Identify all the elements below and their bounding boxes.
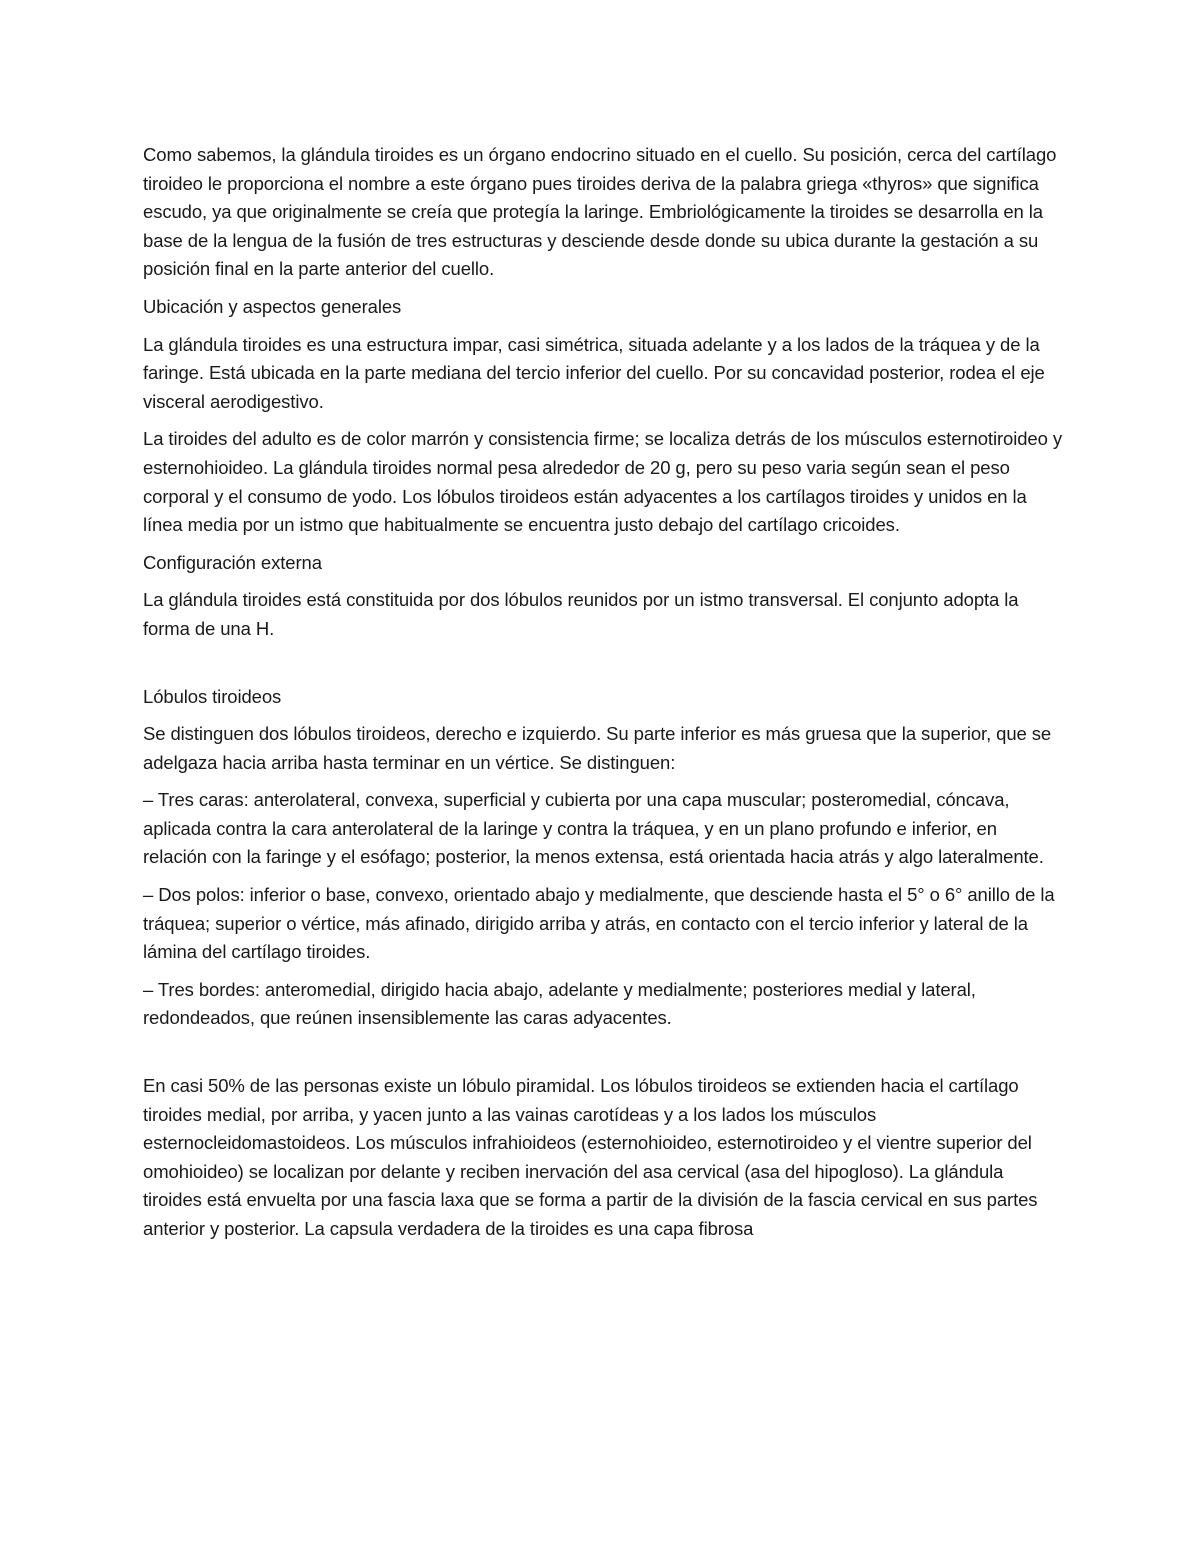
body-paragraph: Se distinguen dos lóbulos tiroideos, derecho e izquierdo. Su parte inferior es más gruesa que la superior, que se adelgaza hacia arriba hasta terminar en un vértice. Se distinguen:: [143, 723, 1052, 773]
intro-paragraph: Como sabemos, la glándula tiroides es un órgano endocrino situado en el cuello. Su posición, cerca del cartílago tiroideo le proporciona el nombre a este órgano pues tiroides deriva de la palabra griega «thyros» que significa escudo, ya que originalmente se creía que protegía la laringe. Embriológicamente la tiroides se desarrolla en la base de la lengua de la fusión de tres estructuras y desciende desde donde su ubica durante la gestación a su posición final en la parte anterior del cuello.: [143, 144, 1057, 280]
body-paragraph: La tiroides del adulto es de color marrón y consistencia firme; se localiza detrás de los músculos esternotiroideo y esternohioideo. La glándula tiroides normal pesa alrededor de 20 g, pero su peso varia según sean el peso corporal y el consumo de yodo. Los lóbulos tiroideos están adyacentes a los cartílagos tiroides y unidos en la línea media por un istmo que habitualmente se encuentra justo debajo del cartílago cricoides.: [143, 428, 1062, 536]
section-heading-ubicacion: Ubicación y aspectos generales: [143, 295, 402, 317]
list-item-caras: – Tres caras: anterolateral, convexa, superficial y cubierta por una capa muscular; posteromedial, cóncava, aplicada contra la cara anterolateral de la laringe y contra la tráquea, y en un plano profundo e inferior, en relación con la faringe y el esófago; posterior, la menos extensa, está orientada hacia atrás y algo lateralmente.: [143, 789, 1044, 868]
document-body: [143, 141, 1063, 1253]
body-paragraph: La glándula tiroides está constituida por dos lóbulos reunidos por un istmo transversal. El conjunto adopta la forma de una H.: [143, 589, 1019, 639]
section-heading-lobulos: Lóbulos tiroideos: [143, 685, 282, 707]
body-paragraph: En casi 50% de las personas existe un lóbulo piramidal. Los lóbulos tiroideos se extienden hacia el cartílago tiroides medial, por arriba, y yacen junto a las vainas carotídeas y a los lados los músculos esternocleidomastoideos. Los músculos infrahioideos (esternohioideo, esternotiroideo y el vientre superior del omohioideo) se localizan por delante y reciben inervación del asa cervical (asa del hipogloso). La glándula tiroides está envuelta por una fascia laxa que se forma a partir de la división de la fascia cervical en sus partes anterior y posterior. La capsula verdadera de la tiroides es una capa fibrosa: [143, 1075, 1038, 1239]
body-paragraph: La glándula tiroides es una estructura impar, casi simétrica, situada adelante y a los lados de la tráquea y de la faringe. Está ubicada en la parte mediana del tercio inferior del cuello. Por su concavidad posterior, rodea el eje visceral aerodigestivo.: [143, 333, 1045, 412]
list-item-polos: – Dos polos: inferior o base, convexo, orientado abajo y medialmente, que desciende hasta el 5° o 6° anillo de la tráquea; superior o vértice, más afinado, dirigido arriba y atrás, en contacto con el tercio inferior y lateral de la lámina del cartílago tiroides.: [143, 884, 1055, 963]
list-item-bordes: – Tres bordes: anteromedial, dirigido hacia abajo, adelante y medialmente; posteriores medial y lateral, redondeados, que reúnen insensiblemente las caras adyacentes.: [143, 978, 976, 1029]
section-heading-configuracion: Configuración externa: [143, 551, 322, 573]
